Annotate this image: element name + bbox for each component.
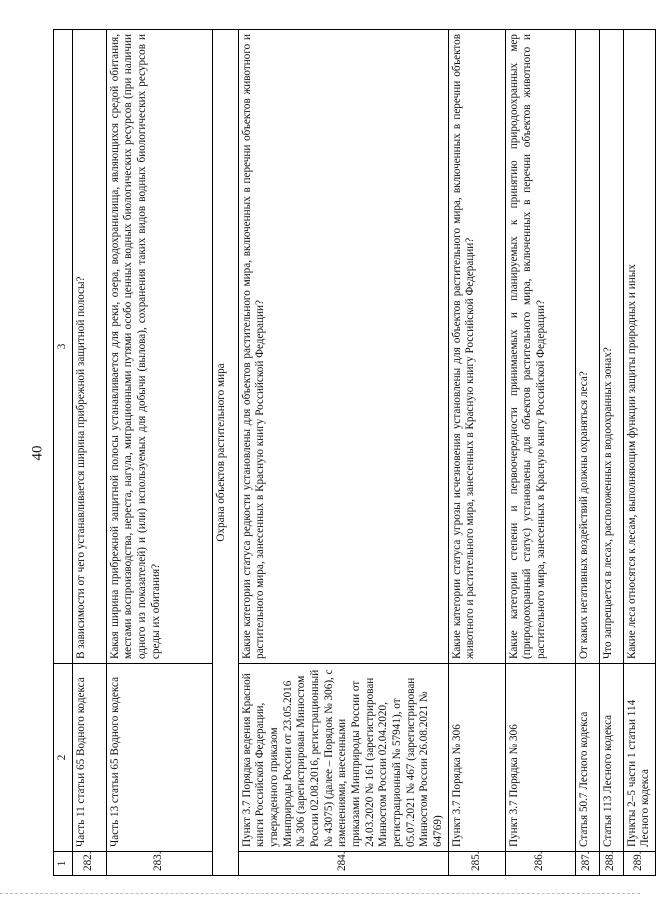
- row-question: Какая ширина прибрежной защитной полосы устанавливается для реки, озера, водохранилища, являющихся средой обитания, местами воспроизводства, нереста, нагула, миграционными путями особо ценных водных биологических ресурсов (при наличии одного из показателей) и (или) используемых для добычи (вылова), сохранения таких видов водных биологических ресурсов и среды их обитания?: [106, 30, 212, 664]
- row-number: 286.: [505, 852, 575, 876]
- section-row: [212, 30, 238, 876]
- table-row: [448, 30, 505, 876]
- header-col-2: 2: [54, 664, 73, 852]
- row-question: Какие леса относятся к лесам, выполняющим функции защиты природных и иных: [623, 30, 655, 664]
- row-source: Статья 50.7 Лесного кодекса: [575, 664, 599, 852]
- row-number: 289.: [623, 852, 655, 876]
- header-col-3: 3: [54, 30, 73, 664]
- row-source: Пункты 2–5 части 1 статьи 114 Лесного кодекса: [623, 664, 655, 852]
- row-question: Какие категории статуса угрозы исчезновения установлены для объектов растительного мира, включенных в перечни объектов животного и растительного мира, занесенных в Красную книгу Российской Федерации?: [448, 30, 505, 664]
- row-source: Пункт 3.7 Порядка № 306: [505, 664, 575, 852]
- row-number: 282.: [72, 852, 106, 876]
- row-source: Часть 11 статьи 65 Водного кодекса: [72, 664, 106, 852]
- header-col-1: 1: [54, 852, 73, 876]
- table-header-row: [54, 30, 73, 876]
- table-row: [238, 30, 448, 876]
- scan-edge-line: [0, 893, 640, 894]
- row-source: Пункт 3.7 Порядка ведения Красной книги Российской Федерации, утвержденного приказом Минприроды России от 23.05.2016 № 306 (зарегистрирован Минюстом России 02.08.2016, регистрационный № 43075) (далее – Порядок № 306), с изменениями, внесенными приказами Минприроды России от 24.03.2020 № 161 (зарегистрирован Минюстом России 02.04.2020, регистрационный № 57941), от 05.07.2021 № 467 (зарегистрирован Минюстом России 26.08.2021 № 64769): [238, 664, 448, 852]
- row-number: 288.: [599, 852, 623, 876]
- row-number: 283.: [106, 852, 212, 876]
- row-source: Статья 113 Лесного кодекса: [599, 664, 623, 852]
- row-number: 287.: [575, 852, 599, 876]
- table-row: [599, 30, 623, 876]
- row-question: Что запрещается в лесах, расположенных в водоохранных зонах?: [599, 30, 623, 664]
- rotated-table-container: [53, 30, 652, 876]
- row-question: В зависимости от чего устанавливается ширина прибрежной защитной полосы?: [72, 30, 106, 664]
- row-question: Какие категории статуса редкости установлены для объектов растительного мира, включенных в перечни объектов животного и растительного мира, занесенных в Красную книгу Российской Федерации?: [238, 30, 448, 664]
- row-source: Часть 13 статьи 65 Водного кодекса: [106, 664, 212, 852]
- questions-table: [53, 29, 656, 876]
- table-row: [106, 30, 212, 876]
- table-row: [623, 30, 655, 876]
- row-question: От каких негативных воздействий должны охраняться леса?: [575, 30, 599, 664]
- row-source: Пункт 3.7 Порядка № 306: [448, 664, 505, 852]
- row-question: Какие категории степени и первоочередности принимаемых и планируемых к принятию природоохранных мер (природоохранный статус) установлены для объектов растительного мира, включенных в перечни объектов животного и растительного мира, занесенных в Красную книгу Российской Федерации?: [505, 30, 575, 664]
- page-number: 40: [29, 445, 46, 461]
- table-row: [72, 30, 106, 876]
- row-number: 284.: [238, 852, 448, 876]
- table-row: [575, 30, 599, 876]
- row-number: 285.: [448, 852, 505, 876]
- section-title: Охрана объектов растительного мира: [212, 30, 238, 876]
- table-row: [505, 30, 575, 876]
